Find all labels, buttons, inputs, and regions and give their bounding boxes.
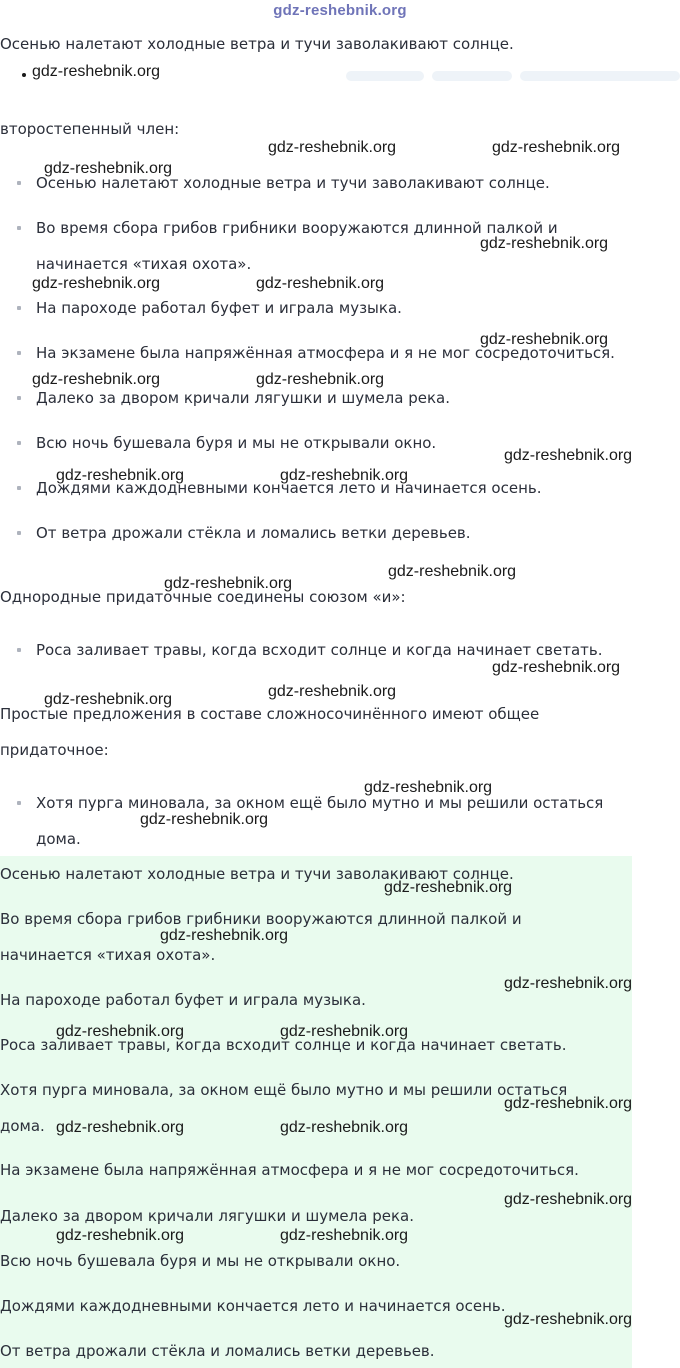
bullet-icon	[17, 181, 21, 185]
watermark: gdz-reshebnik.org	[160, 927, 289, 944]
watermark: gdz-reshebnik.org	[44, 160, 173, 177]
bullet-dot-icon	[22, 73, 26, 77]
watermark: gdz-reshebnik.org	[164, 575, 293, 592]
site-watermark-header: gdz-reshebnik.org	[273, 2, 407, 19]
watermark: gdz-reshebnik.org	[56, 1119, 185, 1136]
watermark: gdz-reshebnik.org	[32, 63, 161, 80]
answer-line: Дождями каждодневными кончается лето и начинается осень.	[0, 1297, 506, 1315]
watermark: gdz-reshebnik.org	[504, 1191, 633, 1208]
watermark: gdz-reshebnik.org	[268, 683, 397, 700]
bullet-icon	[17, 306, 21, 310]
list-item-continuation: дома.	[36, 830, 81, 848]
section2-heading: Однородные придаточные соединены союзом «и»:	[0, 588, 406, 606]
answer-line: Хотя пурга миновала, за окном ещё было мутно и мы решили остаться	[0, 1081, 568, 1099]
answer-line: На пароходе работал буфет и играла музыка.	[0, 991, 366, 1009]
answer-line: начинается «тихая охота».	[0, 946, 216, 964]
watermark: gdz-reshebnik.org	[280, 1119, 409, 1136]
bullet-icon	[17, 486, 21, 490]
section1-heading: второстепенный член:	[0, 120, 180, 138]
watermark: gdz-reshebnik.org	[480, 331, 609, 348]
bullet-icon	[17, 648, 21, 652]
bullet-icon	[17, 396, 21, 400]
watermark: gdz-reshebnik.org	[56, 1023, 185, 1040]
answer-line: Далеко за двором кричали лягушки и шумела река.	[0, 1207, 414, 1225]
watermark: gdz-reshebnik.org	[492, 659, 621, 676]
watermark: gdz-reshebnik.org	[504, 1311, 633, 1328]
section3-heading-cont: придаточное:	[0, 741, 109, 759]
bullet-icon	[17, 226, 21, 230]
answer-line: Всю ночь бушевала буря и мы не открывали окно.	[0, 1252, 401, 1270]
watermark: gdz-reshebnik.org	[32, 371, 161, 388]
watermark: gdz-reshebnik.org	[44, 691, 173, 708]
watermark: gdz-reshebnik.org	[492, 139, 621, 156]
answer-line: дома.	[0, 1117, 45, 1135]
watermark: gdz-reshebnik.org	[480, 235, 609, 252]
answer-line: Роса заливает травы, когда всходит солнце и когда начинает светать.	[0, 1036, 567, 1054]
watermark: gdz-reshebnik.org	[280, 1227, 409, 1244]
watermark: gdz-reshebnik.org	[256, 371, 385, 388]
watermark: gdz-reshebnik.org	[364, 779, 493, 796]
watermark: gdz-reshebnik.org	[56, 467, 185, 484]
answer-line: От ветра дрожали стёкла и ломались ветки деревьев.	[0, 1342, 435, 1360]
ghost-tab-2	[432, 71, 512, 81]
watermark: gdz-reshebnik.org	[384, 879, 513, 896]
intro-sentence: Осенью налетают холодные ветра и тучи заволакивают солнце.	[0, 35, 514, 53]
watermark: gdz-reshebnik.org	[256, 275, 385, 292]
list-item-continuation: начинается «тихая охота».	[36, 255, 252, 273]
watermark: gdz-reshebnik.org	[388, 563, 517, 580]
bullet-icon	[17, 531, 21, 535]
watermark: gdz-reshebnik.org	[140, 811, 269, 828]
watermark: gdz-reshebnik.org	[280, 1023, 409, 1040]
answer-line: Во время сбора грибов грибники вооружаются длинной палкой и	[0, 910, 522, 928]
answer-line: Осенью налетают холодные ветра и тучи заволакивают солнце.	[0, 865, 514, 883]
watermark: gdz-reshebnik.org	[504, 1095, 633, 1112]
bullet-icon	[17, 351, 21, 355]
watermark: gdz-reshebnik.org	[56, 1227, 185, 1244]
ghost-tab-3	[520, 71, 680, 81]
ghost-tab-1	[346, 71, 424, 81]
section3-heading: Простые предложения в составе сложносочинённого имеют общее	[0, 705, 540, 723]
watermark: gdz-reshebnik.org	[32, 275, 161, 292]
answer-line: На экзамене была напряжённая атмосфера и я не мог сосредоточиться.	[0, 1161, 579, 1179]
watermark: gdz-reshebnik.org	[280, 467, 409, 484]
bullet-icon	[17, 441, 21, 445]
bullet-icon	[17, 801, 21, 805]
watermark: gdz-reshebnik.org	[504, 447, 633, 464]
watermark: gdz-reshebnik.org	[268, 139, 397, 156]
watermark: gdz-reshebnik.org	[504, 975, 633, 992]
